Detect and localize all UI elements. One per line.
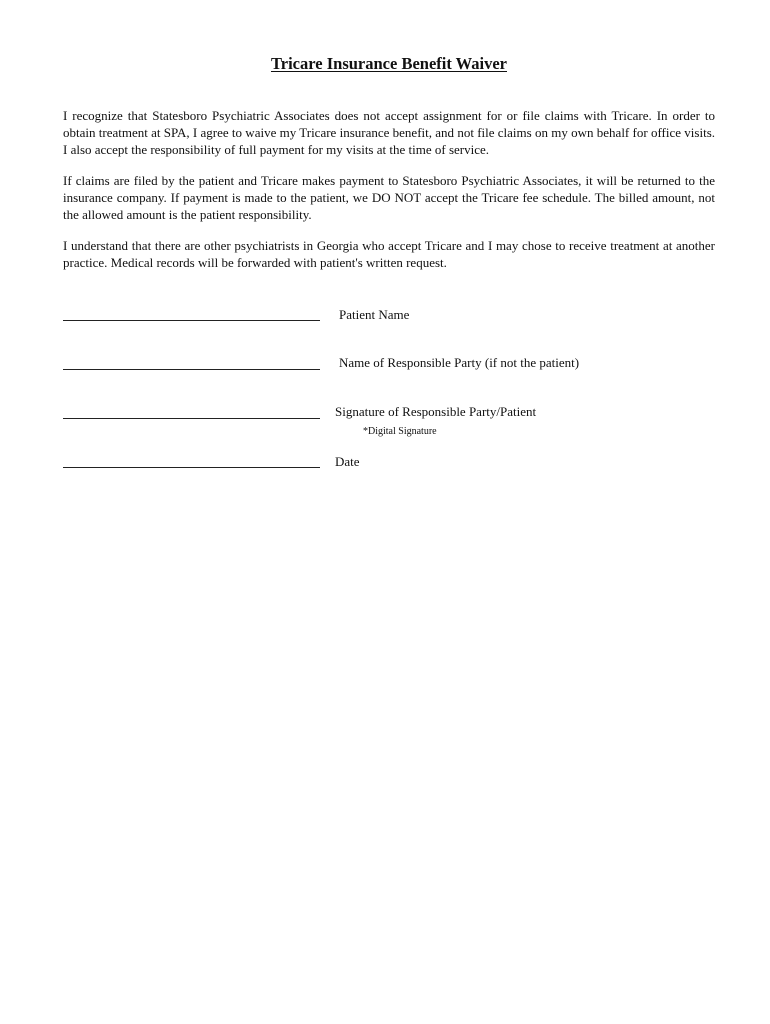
responsible-party-name-line[interactable] (63, 369, 320, 370)
paragraph-claims: If claims are filed by the patient and Tricare makes payment to Statesboro Psychiatric Associates, it will be returned to the insurance company. If payment is made to the patient, we DO NOT accept the Tricare fee schedule. The billed amount, not the allowed amount is the patient responsibility. (63, 173, 715, 222)
signature-line[interactable] (63, 418, 320, 419)
paragraph-other-providers: I understand that there are other psychiatrists in Georgia who accept Tricare and I may chose to receive treatment at another practice. Medical records will be forwarded with patient's written request. (63, 238, 715, 270)
responsible-party-name-label: Name of Responsible Party (if not the patient) (339, 355, 580, 370)
patient-name-line[interactable] (63, 320, 320, 321)
document-title: Tricare Insurance Benefit Waiver (270, 54, 507, 73)
signature-label: Signature of Responsible Party/Patient (335, 404, 537, 419)
date-label: Date (335, 454, 360, 469)
paragraph-assignment: I recognize that Statesboro Psychiatric Associates does not accept assignment for or file claims with Tricare. In order to obtain treatment at SPA, I agree to waive my Tricare insurance benefit, and not file claims on my own behalf for office visits. I also accept the responsibility of full payment for my visits at the time of service. (63, 108, 715, 157)
patient-name-label: Patient Name (339, 307, 410, 322)
digital-signature-note: *Digital Signature (363, 426, 437, 437)
date-line[interactable] (63, 467, 320, 468)
